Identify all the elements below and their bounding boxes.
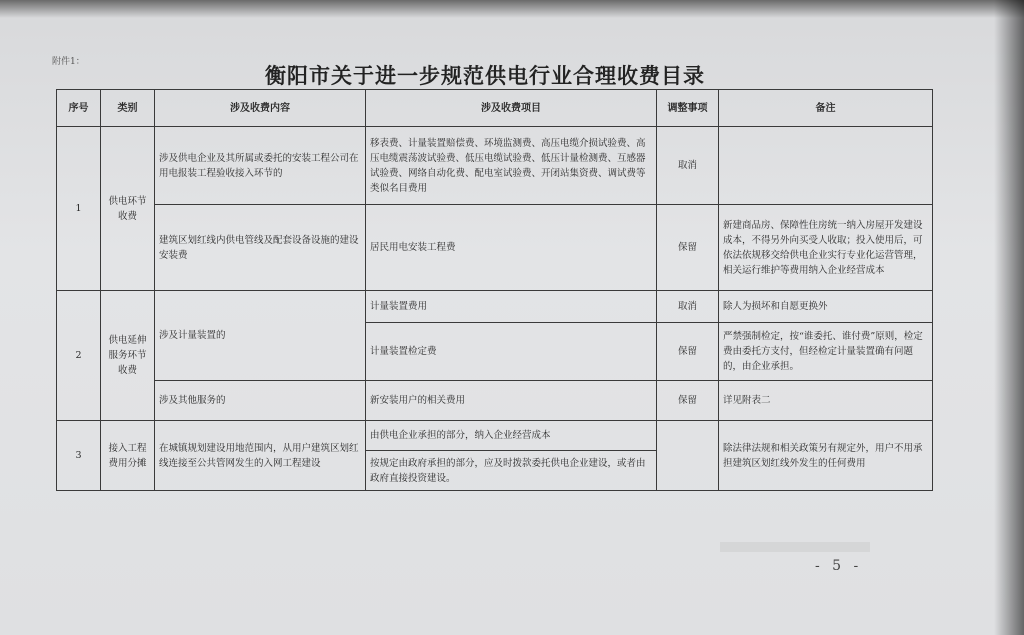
- table-row: [57, 381, 933, 421]
- document-title: 衡阳市关于进一步规范供电行业合理收费目录: [265, 63, 705, 88]
- row2-sub1-items-b: 计量装置检定费: [366, 323, 657, 381]
- page-number: - 5 -: [815, 558, 863, 574]
- row3-remark: 除法律法规和相关政策另有规定外，用户不用承担建筑区划红线外发生的任何费用: [719, 421, 933, 491]
- page-edge-shadow: [994, 0, 1024, 635]
- row1-sub1-remark: [719, 127, 933, 205]
- header-content: 涉及收费内容: [155, 90, 366, 127]
- header-no: 序号: [57, 90, 101, 127]
- row2-sub1-adjust-b: 保留: [657, 323, 719, 381]
- row1-sub2-remark: 新建商品房、保障性住房统一纳入房屋开发建设成本，不得另外向买受人收取；投入使用后，可依法依规移交给供电企业实行专业化运营管理，相关运行维护等费用纳入企业经营成本: [719, 205, 933, 291]
- table-header-row: [57, 90, 933, 127]
- row3-items-a: 由供电企业承担的部分，纳入企业经营成本: [366, 421, 657, 451]
- row1-sub2-content: 建筑区划红线内供电管线及配套设备设施的建设安装费: [155, 205, 366, 291]
- attachment-label: 附件1：: [52, 57, 85, 67]
- header-adjust: 调整事项: [657, 90, 719, 127]
- header-items: 涉及收费项目: [366, 90, 657, 127]
- row2-no: 2: [57, 291, 101, 421]
- row2-sub1-items-a: 计量装置费用: [366, 291, 657, 323]
- row2-sub1-remark-b: 严禁强制检定，按“谁委托、谁付费”原则，检定费由委托方支付，但经检定计量装置确有问题的，由企业承担。: [719, 323, 933, 381]
- top-shadow: [0, 0, 1024, 18]
- row3-adjust: [657, 421, 719, 491]
- row1-sub2-adjust: 保留: [657, 205, 719, 291]
- row1-sub1-content: 涉及供电企业及其所属或委托的安装工程公司在用电报装工程验收接入环节的: [155, 127, 366, 205]
- header-category: 类别: [101, 90, 155, 127]
- row2-category: 供电延伸服务环节收费: [101, 291, 155, 421]
- row1-sub2-items: 居民用电安装工程费: [366, 205, 657, 291]
- row2-sub2-remark: 详见附表二: [719, 381, 933, 421]
- fee-catalog-table: [56, 89, 933, 491]
- bleed-through-text: [720, 542, 870, 552]
- row2-sub2-items: 新安装用户的相关费用: [366, 381, 657, 421]
- table-row: [57, 127, 933, 205]
- row3-items-b: 按规定由政府承担的部分，应及时拨款委托供电企业建设，或者由政府直接投资建设。: [366, 451, 657, 491]
- row3-no: 3: [57, 421, 101, 491]
- row1-sub1-adjust: 取消: [657, 127, 719, 205]
- row1-category: 供电环节收费: [101, 127, 155, 291]
- row2-sub1-remark-a: 除人为损坏和自愿更换外: [719, 291, 933, 323]
- row2-sub1-adjust-a: 取消: [657, 291, 719, 323]
- row1-sub1-items: 移表费、计量装置赔偿费、环境监测费、高压电缆介损试验费、高压电缆震荡波试验费、低压电缆试验费、低压计量检测费、互感器试验费、网络自动化费、配电室试验费、开闭站集资费、调试费等类似名目费用: [366, 127, 657, 205]
- row3-content: 在城镇规划建设用地范围内，从用户建筑区划红线连接至公共管网发生的入网工程建设: [155, 421, 366, 491]
- row2-sub2-content: 涉及其他服务的: [155, 381, 366, 421]
- row1-no: 1: [57, 127, 101, 291]
- table-row: [57, 205, 933, 291]
- table-row: [57, 421, 933, 451]
- table-row: [57, 291, 933, 323]
- row2-sub1-content: 涉及计量装置的: [155, 291, 366, 381]
- header-remark: 备注: [719, 90, 933, 127]
- row3-category: 接入工程费用分摊: [101, 421, 155, 491]
- row2-sub2-adjust: 保留: [657, 381, 719, 421]
